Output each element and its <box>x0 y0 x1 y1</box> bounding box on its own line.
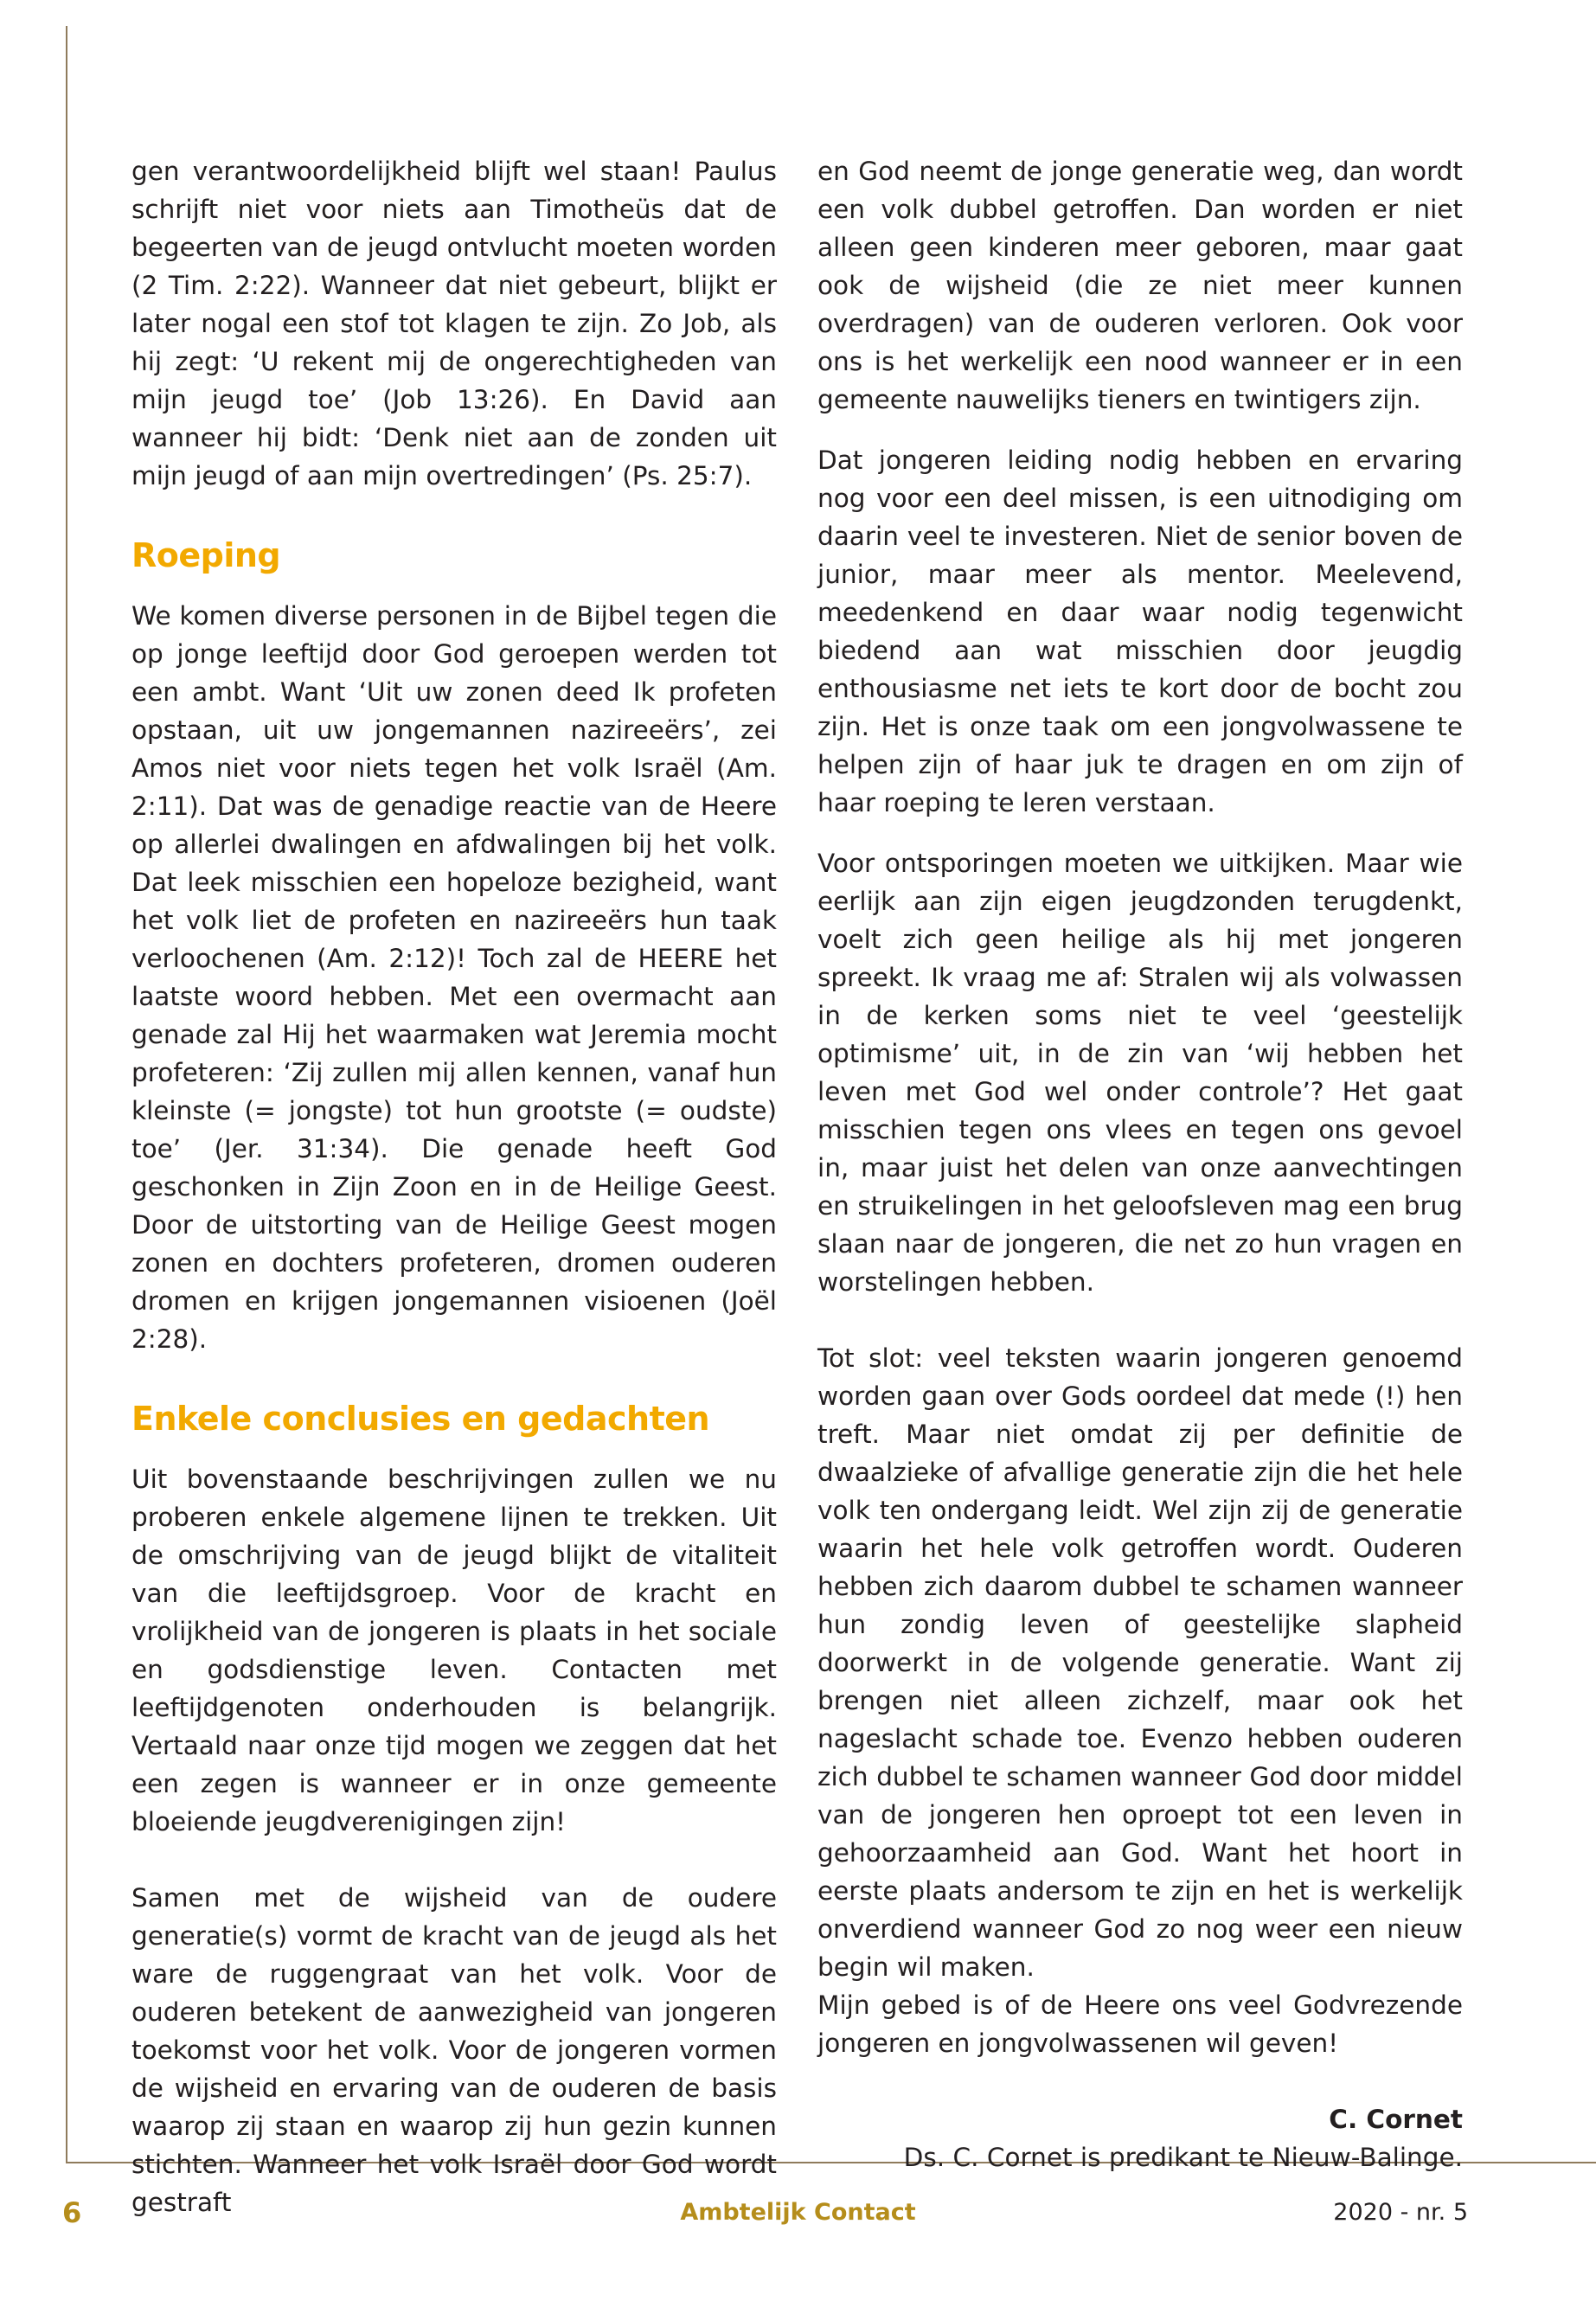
section-heading-roeping: Roeping <box>131 536 281 574</box>
issue-label: 2020 - nr. 5 <box>1333 2199 1468 2226</box>
paragraph: en God neemt de jonge generatie weg, dan wordt een volk dubbel getroffen. Dan worden er niet alleen geen kinderen meer geboren, maar gaat ook de wijsheid (die ze niet meer kunnen overdragen) van de ouderen verloren. Ook voor ons is het werkelijk een nood wanneer er in een gemeente nauwelijks tieners en twintigers zijn. <box>817 157 1463 414</box>
author-description: Ds. C. Cornet is predikant te Nieuw-Balinge. <box>903 2143 1463 2172</box>
paragraph: gen verantwoordelijkheid blijft wel staan! Paulus schrijft niet voor niets aan Timotheüs dat de begeerten van de jeugd ontvlucht moeten worden (2 Tim. 2:22). Wanneer dat niet gebeurt, blijkt er later nogal een stof tot klagen te zijn. Zo Job, als hij zegt: ‘U rekent mij de ongerechtigheden van mijn jeugd toe’ (Job 13:26). En David aan wanneer hij bidt: ‘Denk niet aan de zonden uit mijn jeugd of aan mijn overtredingen’ (Ps. 25:7). <box>131 157 777 490</box>
magazine-title: Ambtelijk Contact <box>680 2199 916 2226</box>
paragraph: Mijn gebed is of de Heere ons veel Godvrezende jongeren en jongvolwassenen wil geven! <box>817 1990 1463 2058</box>
paragraph: Uit bovenstaande beschrijvingen zullen we nu proberen enkele algemene lijnen te trekken. Uit de omschrijving van de jeugd blijkt de vitaliteit van die leeftijdsgroep. Voor de kracht en vrolijkheid van de jongeren is plaats in het sociale en godsdienstige leven. Contacten met leeftijdgenoten onderhouden is belangrijk. Vertaald naar onze tijd mogen we zeggen dat het een zegen is wanneer er in onze gemeente bloeiende jeugdverenigingen zijn! <box>131 1465 777 1836</box>
left-margin-rule <box>66 26 67 2163</box>
page-number: 6 <box>62 2196 82 2229</box>
paragraph: Samen met de wijsheid van de oudere generatie(s) vormt de kracht van de jeugd als het ware de ruggengraat van het volk. Voor de ouderen betekent de aanwezigheid van jongeren toekomst voor het volk. Voor de jongeren vormen de wijsheid en ervaring van de ouderen de basis waarop zij staan en waarop zij hun gezin kunnen stichten. Wanneer het volk Israël door God wordt gestraft <box>131 1883 777 2217</box>
section-heading-conclusies: Enkele conclusies en gedachten <box>131 1400 710 1438</box>
author-name: C. Cornet <box>1329 2105 1463 2134</box>
paragraph: Dat jongeren leiding nodig hebben en ervaring nog voor een deel missen, is een uitnodiging om daarin veel te investeren. Niet de senior boven de junior, maar meer als mentor. Meelevend, meedenkend en daar waar nodig tegenwicht biedend aan wat misschien door jeugdig enthousiasme net iets te kort door de bocht zou zijn. Het is onze taak om een jongvolwassene te helpen zijn of haar juk te dragen en om zijn of haar roeping te leren verstaan. <box>817 445 1463 817</box>
paragraph: Voor ontsporingen moeten we uitkijken. Maar wie eerlijk aan zijn eigen jeugdzonden terugdenkt, voelt zich geen heilige als hij met jongeren spreekt. Ik vraag me af: Stralen wij als volwassen in de kerken soms niet te veel ‘geestelijk optimisme’ uit, in de zin van ‘wij hebben het leven met God wel onder controle’? Het gaat misschien tegen ons vlees en tegen ons gevoel in, maar juist het delen van onze aanvechtingen en struikelingen in het geloofsleven mag een brug slaan naar de jongeren, die net zo hun vragen en worstelingen hebben. <box>817 849 1463 1297</box>
left-column <box>131 152 777 2221</box>
paragraph: We komen diverse personen in de Bijbel tegen die op jonge leeftijd door God geroepen werden tot een ambt. Want ‘Uit uw zonen deed Ik profeten opstaan, uit uw jongemannen nazireeërs’, zei Amos niet voor niets tegen het volk Israël (Am. 2:11). Dat was de genadige reactie van de Heere op allerlei dwalingen en afdwalingen bij het volk. Dat leek misschien een hopeloze bezigheid, want het volk liet de profeten en nazireeërs hun taak verloochenen (Am. 2:12)! Toch zal de HEERE het laatste woord hebben. Met een overmacht aan genade zal Hij het waarmaken wat Jeremia mocht profeteren: ‘Zij zullen mij allen kennen, vanaf hun kleinste (= jongste) tot hun grootste (= oudste) toe’ (Jer. 31:34). Die genade heeft God geschonken in Zijn Zoon en in de Heilige Geest. Door de uitstorting van de Heilige Geest mogen zonen en dochters profeteren, dromen ouderen dromen en krijgen jongemannen visioenen (Joël 2:28). <box>131 601 777 1354</box>
right-column <box>817 152 1463 2176</box>
paragraph: Tot slot: veel teksten waarin jongeren genoemd worden gaan over Gods oordeel dat mede (!) hen treft. Maar niet omdat zij per definitie de dwaalzieke of afvallige generatie zijn die het hele volk ten ondergang leidt. Wel zijn zij de generatie waarin het hele volk getroffen wordt. Ouderen hebben zich daarom dubbel te schamen wanneer hun zondig leven of geestelijke slapheid doorwerkt in de volgende generatie. Want zij brengen niet alleen zichzelf, maar ook het nageslacht schade toe. Evenzo hebben ouderen zich dubbel te schamen wanneer God door middel van de jongeren hen oproept tot een leven in gehoorzaamheid aan God. Want het hoort in eerste plaats andersom te zijn en het is werkelijk onverdiend wanneer God zo nog weer een nieuw begin wil maken. <box>817 1343 1463 1982</box>
